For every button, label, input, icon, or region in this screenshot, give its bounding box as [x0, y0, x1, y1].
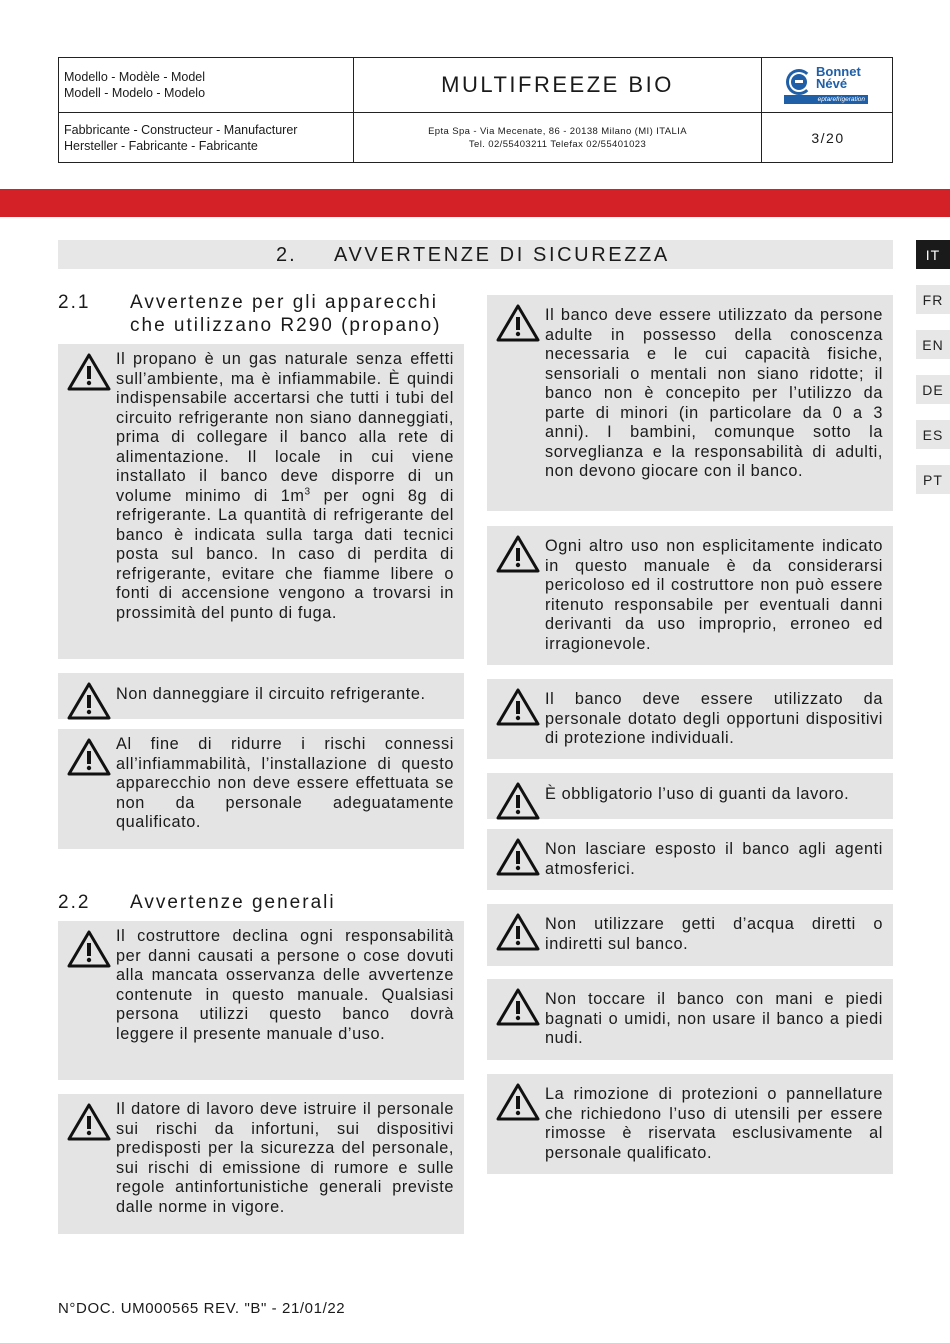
subsection-2-2-heading	[58, 891, 468, 915]
manufacturer-label-line-2: Hersteller - Fabricante - Fabricante	[64, 138, 258, 153]
logo-line-1: Bonnet	[816, 64, 861, 79]
warning-box	[487, 773, 893, 819]
address-line-2: Tel. 02/55403211 Telefax 02/55401023	[468, 138, 647, 150]
document-header-table	[58, 57, 893, 163]
language-tab-de[interactable]: DE	[916, 375, 950, 404]
language-tab-es[interactable]: ES	[916, 420, 950, 449]
warning-text: Il propano è un gas naturale senza effetti sull’ambiente, ma è infiammabile. È quindi indispensabile accertarsi che tutti i tubi del circuito refrigerante non siano danneggiati, prima di collegare il banco alla rete di alimentazione. Il locale in cui viene installato il banco deve disporre di un volume minimo di $1m^3$ per ogni 8g di refrigerante. La quantità di refrigerante del banco è indicata sulla targa dati tecnici posta sul banco. In caso di perdita di refrigerante, evitare che fiamme libere o fonti di accensione vengono a trovarsi in prossimità del punto di fuga.	[116, 350, 454, 622]
subsection-number: 2.2	[58, 892, 91, 913]
warning-text: Non danneggiare il circuito refrigerante.	[116, 685, 426, 703]
subsection-2-1-heading	[58, 291, 468, 341]
warning-triangle-icon	[495, 1082, 541, 1122]
logo-bar: eptarefrigeration	[784, 95, 868, 104]
language-tab-pt[interactable]: PT	[916, 465, 950, 494]
model-label-cell	[59, 58, 354, 112]
address-line-1: Epta Spa - Via Mecenate, 86 - 20138 Milano (MI) ITALIA	[428, 125, 687, 137]
warning-box	[487, 979, 893, 1060]
subsection-number: 2.1	[58, 292, 91, 313]
warning-triangle-icon	[66, 352, 112, 392]
warning-text: Non toccare il banco con mani e piedi bagnati o umidi, non usare il banco a piedi nudi.	[545, 990, 883, 1047]
warning-triangle-icon	[66, 929, 112, 969]
warning-box	[487, 904, 893, 966]
section-number: 2.	[276, 244, 297, 266]
warning-triangle-icon	[495, 912, 541, 952]
document-footer: N°DOC. UM000565 REV. "B" - 21/01/22	[58, 1300, 346, 1317]
language-tab-fr[interactable]: FR	[916, 285, 950, 314]
section-title: AVVERTENZE DI SICUREZZA	[334, 244, 670, 266]
bonnet-neve-logo	[784, 65, 872, 105]
warning-text: Al fine di ridurre i rischi connessi all’infiammabilità, l’installazione di questo apparecchio non deve essere effettuata se non da personale adeguatamente qualificato.	[116, 735, 454, 831]
manufacturer-label-line-1: Fabbricante - Constructeur - Manufacturer	[64, 122, 298, 137]
warning-text: La rimozione di protezioni o pannellature che richiedono l’uso di utensili per essere rimosse è riservata esclusivamente al personale qualificato.	[545, 1085, 883, 1162]
warning-text: Ogni altro uso non esplicitamente indicato in questo manuale è da considerarsi pericoloso ed il costruttore non può essere ritenuto responsabile per eventuali danni derivanti da uso improprio, erroneo ed irragionevole.	[545, 537, 883, 653]
model-name: MULTIFREEZE BIO	[441, 72, 674, 97]
subsection-title: Avvertenze generali	[130, 892, 336, 913]
warning-triangle-icon	[495, 987, 541, 1027]
manufacturer-label-cell	[59, 113, 354, 162]
warning-triangle-icon	[66, 737, 112, 777]
warning-triangle-icon	[495, 781, 541, 821]
red-band	[0, 189, 950, 217]
page-number-cell	[762, 113, 894, 162]
section-heading-bar	[58, 240, 893, 269]
warning-triangle-icon	[495, 687, 541, 727]
model-label-line-1: Modello - Modèle - Model	[64, 70, 206, 84]
warning-box	[487, 295, 893, 511]
warning-box	[487, 679, 893, 759]
warning-box	[487, 829, 893, 890]
warning-triangle-icon	[495, 837, 541, 877]
logo-cell	[762, 58, 894, 112]
language-tab-it[interactable]: IT	[916, 240, 950, 269]
warning-triangle-icon	[66, 1102, 112, 1142]
warning-triangle-icon	[495, 534, 541, 574]
warning-box	[58, 673, 464, 719]
warning-box	[58, 1094, 464, 1234]
page-number: 3/20	[811, 129, 845, 146]
logo-line-2: Névé	[816, 76, 848, 91]
model-name-cell	[354, 58, 762, 112]
model-label-line-2: Modell - Modelo - Modelo	[64, 86, 206, 100]
warning-text: Il banco deve essere utilizzato da persone adulte in possesso della conoscenza necessaria e le cui capacità fisiche, sensoriali o mentali non siano ridotte; il banco non è concepito per l’utilizzo da parte di minori (in particolare da 0 a 3 anni). I bambini, comunque sotto la sorveglianza e la responsabilità di adulti, non devono giocare con il banco.	[545, 306, 883, 480]
warning-text: Il datore di lavoro deve istruire il personale sui rischi da infortuni, sui dispositivi predisposti per la sicurezza del personale, sui rischi di emissione di rumore e sulle regole antinfortunistiche generali previste dalle norme in vigore.	[116, 1100, 454, 1216]
warning-triangle-icon	[66, 681, 112, 721]
address-cell	[354, 113, 762, 162]
warning-text: Il banco deve essere utilizzato da personale dotato degli opportuni dispositivi di protezione individuali.	[545, 690, 883, 747]
warning-text: Non lasciare esposto il banco agli agenti atmosferici.	[545, 840, 883, 878]
logo-euro-icon	[791, 74, 807, 90]
warning-text: Il costruttore declina ogni responsabilità per danni causati a persone o cose dovuti alla mancata osservanza delle avvertenze contenute in questo manuale. Qualsiasi persona utilizzi questo banco dovrà leggere il presente manuale d’uso.	[116, 927, 454, 1043]
warning-box	[58, 344, 464, 659]
warning-box	[58, 729, 464, 849]
subsection-title: Avvertenze per gli apparecchi che utilizzano R290 (propano)	[130, 292, 442, 336]
warning-box	[487, 526, 893, 665]
language-tab-en[interactable]: EN	[916, 330, 950, 359]
warning-triangle-icon	[495, 303, 541, 343]
warning-text: Non utilizzare getti d’acqua diretti o indiretti sul banco.	[545, 915, 883, 953]
warning-text: È obbligatorio l’uso di guanti da lavoro.	[545, 785, 850, 803]
warning-box	[58, 921, 464, 1080]
warning-box	[487, 1074, 893, 1174]
